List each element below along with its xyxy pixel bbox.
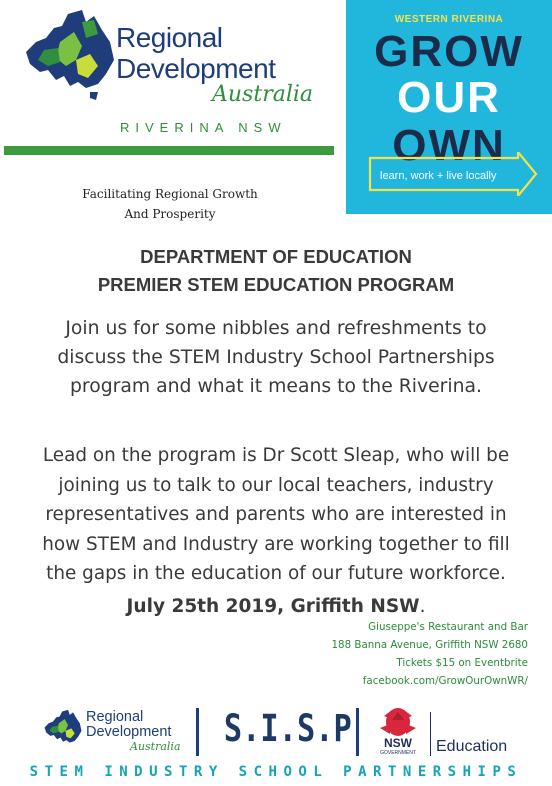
- rda-region: RIVERINA NSW: [120, 120, 287, 135]
- heading-line1: DEPARTMENT OF EDUCATION: [140, 246, 412, 267]
- event-date: [0, 596, 552, 618]
- tagline: [60, 184, 280, 224]
- tagline-line2: And Prosperity: [124, 207, 216, 221]
- footer-rda-line2: Development: [86, 724, 172, 740]
- divider-bar: [430, 712, 431, 756]
- venue-details: [331, 618, 528, 690]
- lead-line4: how STEM and Industry are working together to fill: [42, 533, 510, 555]
- footer-rda-logo: [42, 706, 192, 758]
- grow-our-own-kicker: WESTERN RIVERINA: [394, 14, 504, 25]
- intro-paragraph: [0, 314, 552, 401]
- rda-name: [116, 22, 275, 84]
- heading-line2: PREMIER STEM EDUCATION PROGRAM: [97, 274, 455, 295]
- program-heading: [0, 243, 552, 299]
- rda-script: Australia: [212, 82, 314, 107]
- footer-rda-name: [86, 710, 171, 740]
- divider-bar: [196, 708, 199, 756]
- intro-line2: discuss the STEM Industry School Partnerships: [57, 347, 495, 368]
- intro-line1: Join us for some nibbles and refreshments to: [65, 318, 487, 339]
- event-period: .: [419, 596, 426, 617]
- waratah-flower-icon: [372, 706, 424, 738]
- own-word: OWN: [392, 121, 506, 170]
- intro-line3: program and what it means to the Riverina.: [70, 376, 482, 397]
- lead-paragraph: [0, 441, 552, 589]
- sisp-logo: S.I.S.P: [223, 707, 352, 750]
- footer-rda-line1: Regional: [86, 709, 144, 725]
- venue-name: Giuseppe's Restaurant and Bar: [368, 621, 528, 633]
- grow-word: GROW: [374, 27, 524, 76]
- education-label: Education: [436, 738, 508, 755]
- venue-facebook[interactable]: facebook.com/GrowOurOwnWR/: [362, 675, 528, 687]
- green-divider: [4, 146, 334, 155]
- rda-name-line1: Regional: [116, 22, 223, 53]
- rda-name-line2: Development: [116, 53, 276, 84]
- lead-line3: representatives and parents who are interested in: [45, 504, 507, 525]
- tagline-line1: Facilitating Regional Growth: [82, 187, 258, 201]
- divider-bar: [356, 708, 359, 756]
- grow-our-own-subline: learn, work + live locally: [380, 170, 497, 182]
- stem-partnerships-banner: STEM INDUSTRY SCHOOL PARTNERSHIPS: [29, 764, 523, 780]
- australia-map-icon: [42, 708, 84, 752]
- lead-line1: Lead on the program is Dr Scott Sleap, who will be: [42, 445, 510, 466]
- grow-our-own-logo: [346, 0, 552, 214]
- nsw-government-logo: [372, 706, 432, 760]
- lead-line5: the gaps in the education of our future workforce.: [46, 563, 506, 584]
- venue-address: 188 Banna Avenue, Griffith NSW 2680: [331, 639, 528, 651]
- australia-map-icon: [20, 8, 120, 108]
- venue-tickets: Tickets $15 on Eventbrite: [396, 657, 528, 669]
- nsw-government-label: GOVERNMENT: [380, 750, 416, 756]
- event-date-place: July 25th 2019, Griffith NSW: [126, 596, 420, 617]
- nsw-label: NSW: [384, 736, 412, 750]
- footer-rda-script: Australia: [130, 740, 181, 753]
- lead-line2: joining us to talk to our local teachers, industry: [58, 474, 494, 496]
- our-word: OUR: [397, 73, 501, 122]
- rda-riverina-logo: [20, 8, 320, 138]
